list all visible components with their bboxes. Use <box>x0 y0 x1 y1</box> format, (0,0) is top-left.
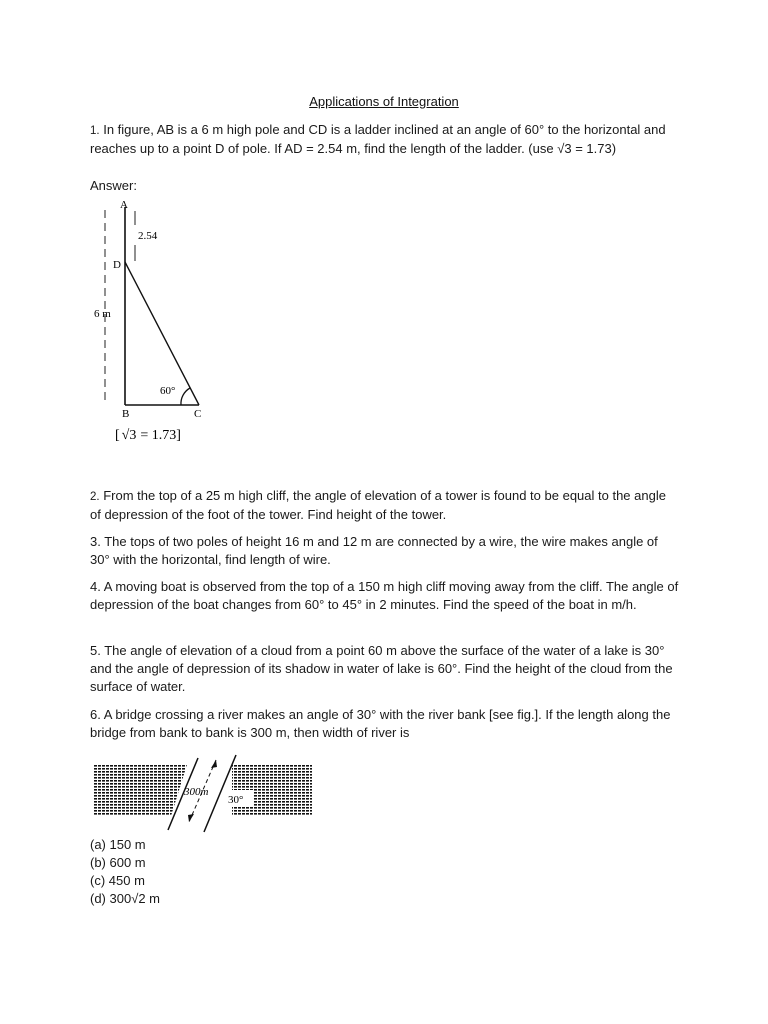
question-text: A moving boat is observed from the top of a 150 m high cliff moving away from the cliff. The angle of depression of the boat changes from 60° to 45° in 2 minutes. Find the speed of the boat in m/h. <box>90 579 679 612</box>
answer-label: Answer: <box>90 178 137 193</box>
question-6 <box>90 706 680 742</box>
label-a: A <box>120 199 128 211</box>
label-d: D <box>113 259 121 271</box>
question-number: 4. <box>90 579 101 594</box>
label-ab-length: 6 m <box>94 308 111 320</box>
page-title: Applications of Integration <box>309 94 459 109</box>
option-a: (a) 150 m <box>90 837 146 852</box>
question-text: From the top of a 25 m high cliff, the angle of elevation of a tower is found to be equal to the angle of depression of the foot of the tower. Find height of the tower. <box>90 488 666 522</box>
label-ad-length: 2.54 <box>138 230 158 242</box>
question-1 <box>90 121 680 158</box>
option-c: (c) 450 m <box>90 873 145 888</box>
question-number: 2. <box>90 491 100 503</box>
label-angle: 30° <box>228 794 244 806</box>
bridge-river-figure <box>90 750 315 835</box>
question-5 <box>90 642 680 696</box>
question-text: The tops of two poles of height 16 m and 12 m are connected by a wire, the wire makes angle of 30° with the horizontal, find length of wire. <box>90 534 658 567</box>
question-number: 1. <box>90 125 100 137</box>
option-b: (b) 600 m <box>90 855 146 870</box>
question-number: 5. <box>90 643 101 658</box>
question-4 <box>90 578 680 614</box>
label-angle: 60° <box>160 385 176 397</box>
label-b: B <box>122 408 130 420</box>
ladder-dc <box>125 262 199 405</box>
question-text: The angle of elevation of a cloud from a point 60 m above the surface of the water of a lake is 30° and the angle of depression of its shadow in water of lake is 60°. Find the height of the cloud from the surface of water. <box>90 643 673 694</box>
angle-arc <box>181 388 190 405</box>
label-length: 300m <box>184 786 209 798</box>
question-2 <box>90 487 680 524</box>
ladder-pole-figure <box>86 193 226 448</box>
question-text: In figure, AB is a 6 m high pole and CD is a ladder inclined at an angle of 60° to the horizontal and reaches up to a point D of pole. If AD = 2.54 m, find the length of the ladder. (use √3 = 1.73) <box>90 122 666 156</box>
sqrt-note: [ √3 = 1.73] <box>115 428 181 443</box>
question-number: 6. <box>90 707 101 722</box>
question-text: A bridge crossing a river makes an angle of 30° with the river bank [see fig.]. If the length along the bridge from bank to bank is 300 m, then width of river is <box>90 707 671 740</box>
question-number: 3. <box>90 534 101 549</box>
question-3 <box>90 533 680 569</box>
option-d: (d) 300√2 m <box>90 891 160 906</box>
label-c: C <box>194 408 202 420</box>
answer-options <box>90 836 160 908</box>
